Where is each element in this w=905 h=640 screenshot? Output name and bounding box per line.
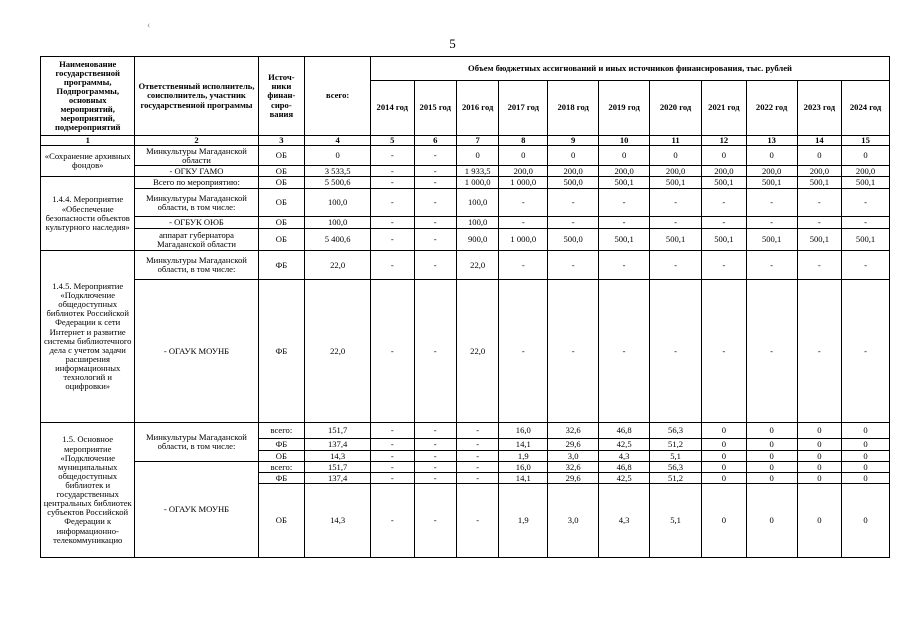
value-cell: 0 bbox=[746, 484, 797, 558]
value-cell: 100,0 bbox=[305, 189, 371, 217]
table-row bbox=[41, 423, 890, 439]
table-row bbox=[41, 166, 890, 177]
value-cell: - bbox=[414, 451, 456, 462]
value-cell: - bbox=[414, 166, 456, 177]
value-cell: - bbox=[371, 423, 415, 439]
value-cell: - bbox=[797, 217, 842, 229]
value-cell: 1 933,5 bbox=[456, 166, 498, 177]
value-cell: 200,0 bbox=[499, 166, 548, 177]
value-cell: 0 bbox=[746, 462, 797, 473]
col-number: 14 bbox=[797, 136, 842, 146]
header-year: 2014 год bbox=[371, 81, 415, 136]
value-cell: - bbox=[746, 189, 797, 217]
value-cell: 100,0 bbox=[305, 217, 371, 229]
header-responsible: Ответственный исполнитель, соисполнитель, участник государственной программы bbox=[135, 57, 258, 136]
value-cell: - bbox=[650, 251, 702, 280]
value-cell: - bbox=[797, 189, 842, 217]
responsible-cell: Минкультуры Магаданской области, в том числе: bbox=[135, 423, 258, 462]
value-cell: 56,3 bbox=[650, 462, 702, 473]
value-cell: - bbox=[499, 280, 548, 423]
value-cell: 0 bbox=[746, 451, 797, 462]
value-cell: 1,9 bbox=[499, 451, 548, 462]
program-cell: 1.5. Основное мероприятие «Подключение муниципальных общедоступных библиотек и государственных центральных библиотек субъектов Российской Федерации к информационно-телекоммуникацио bbox=[41, 423, 135, 558]
value-cell: 0 bbox=[842, 462, 890, 473]
responsible-cell: - ОГКУ ГАМО bbox=[135, 166, 258, 177]
value-cell: 200,0 bbox=[797, 166, 842, 177]
value-cell: - bbox=[371, 280, 415, 423]
source-cell: ОБ bbox=[258, 451, 305, 462]
value-cell: - bbox=[499, 251, 548, 280]
value-cell: 0 bbox=[842, 423, 890, 439]
source-cell: ОБ bbox=[258, 177, 305, 189]
value-cell: 5,1 bbox=[650, 451, 702, 462]
table-row bbox=[41, 217, 890, 229]
source-cell: всего: bbox=[258, 423, 305, 439]
value-cell: - bbox=[371, 177, 415, 189]
value-cell: - bbox=[456, 439, 498, 451]
value-cell: 0 bbox=[797, 451, 842, 462]
col-number: 13 bbox=[746, 136, 797, 146]
table-row bbox=[41, 251, 890, 280]
value-cell: - bbox=[456, 473, 498, 484]
responsible-cell: Минкультуры Магаданской области, в том числе: bbox=[135, 251, 258, 280]
value-cell: - bbox=[414, 280, 456, 423]
value-cell: - bbox=[842, 280, 890, 423]
budget-table bbox=[40, 56, 890, 558]
value-cell: - bbox=[371, 166, 415, 177]
value-cell: - bbox=[746, 251, 797, 280]
value-cell: 200,0 bbox=[702, 166, 747, 177]
header-program: Наименование государственной программы, Подпрограммы, основных мероприятий, мероприятий, подмероприятий bbox=[41, 57, 135, 136]
value-cell: 200,0 bbox=[746, 166, 797, 177]
table-row bbox=[41, 189, 890, 217]
value-cell: 151,7 bbox=[305, 423, 371, 439]
col-number: 4 bbox=[305, 136, 371, 146]
value-cell: 3,0 bbox=[548, 484, 599, 558]
value-cell: 29,6 bbox=[548, 473, 599, 484]
header-year: 2020 год bbox=[650, 81, 702, 136]
value-cell: 500,1 bbox=[650, 177, 702, 189]
col-number: 11 bbox=[650, 136, 702, 146]
value-cell: 22,0 bbox=[456, 280, 498, 423]
value-cell: 4,3 bbox=[599, 484, 650, 558]
value-cell: - bbox=[548, 217, 599, 229]
col-number: 6 bbox=[414, 136, 456, 146]
col-number: 5 bbox=[371, 136, 415, 146]
value-cell: - bbox=[371, 189, 415, 217]
value-cell: 5 400,6 bbox=[305, 229, 371, 251]
value-cell: - bbox=[414, 423, 456, 439]
value-cell: 0 bbox=[702, 473, 747, 484]
value-cell: 14,3 bbox=[305, 451, 371, 462]
value-cell: - bbox=[746, 217, 797, 229]
responsible-cell: - ОГБУК ОЮБ bbox=[135, 217, 258, 229]
value-cell: 0 bbox=[797, 146, 842, 166]
value-cell: 1 000,0 bbox=[499, 177, 548, 189]
value-cell: 0 bbox=[499, 146, 548, 166]
value-cell: - bbox=[650, 189, 702, 217]
value-cell: 151,7 bbox=[305, 462, 371, 473]
value-cell: - bbox=[797, 251, 842, 280]
value-cell: - bbox=[371, 251, 415, 280]
header-year: 2017 год bbox=[499, 81, 548, 136]
value-cell: - bbox=[746, 280, 797, 423]
value-cell: 16,0 bbox=[499, 462, 548, 473]
value-cell: - bbox=[371, 439, 415, 451]
col-number: 15 bbox=[842, 136, 890, 146]
value-cell: 42,5 bbox=[599, 473, 650, 484]
source-cell: ФБ bbox=[258, 280, 305, 423]
value-cell: 200,0 bbox=[599, 166, 650, 177]
value-cell: - bbox=[414, 439, 456, 451]
value-cell: 0 bbox=[599, 146, 650, 166]
value-cell: - bbox=[499, 217, 548, 229]
value-cell: 29,6 bbox=[548, 439, 599, 451]
value-cell: 14,1 bbox=[499, 439, 548, 451]
value-cell: 500,0 bbox=[548, 229, 599, 251]
source-cell: ОБ bbox=[258, 166, 305, 177]
value-cell: 22,0 bbox=[456, 251, 498, 280]
value-cell: 46,8 bbox=[599, 423, 650, 439]
value-cell: 0 bbox=[456, 146, 498, 166]
source-cell: ОБ bbox=[258, 217, 305, 229]
value-cell: - bbox=[650, 217, 702, 229]
table-row bbox=[41, 177, 890, 189]
value-cell: - bbox=[371, 146, 415, 166]
value-cell: - bbox=[702, 189, 747, 217]
value-cell: 500,1 bbox=[746, 229, 797, 251]
value-cell: - bbox=[650, 280, 702, 423]
value-cell: - bbox=[842, 217, 890, 229]
responsible-cell: Минкультуры Магаданской области, в том числе: bbox=[135, 189, 258, 217]
value-cell: 100,0 bbox=[456, 217, 498, 229]
col-number: 3 bbox=[258, 136, 305, 146]
value-cell: - bbox=[456, 462, 498, 473]
scan-mark: ‹ bbox=[147, 20, 151, 31]
program-cell: «Сохранение архивных фондов» bbox=[41, 146, 135, 177]
value-cell: 0 bbox=[548, 146, 599, 166]
value-cell: - bbox=[499, 189, 548, 217]
value-cell: - bbox=[414, 177, 456, 189]
col-number: 9 bbox=[548, 136, 599, 146]
value-cell: 100,0 bbox=[456, 189, 498, 217]
source-cell: ФБ bbox=[258, 439, 305, 451]
value-cell: 137,4 bbox=[305, 473, 371, 484]
value-cell: 0 bbox=[797, 423, 842, 439]
value-cell: 0 bbox=[702, 451, 747, 462]
page-number: 5 bbox=[449, 36, 456, 51]
value-cell: 500,1 bbox=[650, 229, 702, 251]
value-cell: - bbox=[599, 280, 650, 423]
value-cell: 900,0 bbox=[456, 229, 498, 251]
value-cell: 22,0 bbox=[305, 280, 371, 423]
value-cell: 42,5 bbox=[599, 439, 650, 451]
table-row bbox=[41, 280, 890, 423]
value-cell: 200,0 bbox=[842, 166, 890, 177]
value-cell: - bbox=[371, 484, 415, 558]
value-cell: 0 bbox=[702, 484, 747, 558]
value-cell: 0 bbox=[842, 146, 890, 166]
program-cell: 1.4.4. Мероприятие «Обеспечение безопасности объектов культурного наследия» bbox=[41, 177, 135, 251]
value-cell: - bbox=[599, 251, 650, 280]
value-cell: 1 000,0 bbox=[499, 229, 548, 251]
col-number: 1 bbox=[41, 136, 135, 146]
value-cell: 1,9 bbox=[499, 484, 548, 558]
value-cell: - bbox=[599, 217, 650, 229]
table-row bbox=[41, 462, 890, 473]
header-volume: Объем бюджетных ассигнований и иных источников финансирования, тыс. рублей bbox=[371, 57, 890, 81]
responsible-cell: - ОГАУК МОУНБ bbox=[135, 280, 258, 423]
col-number: 12 bbox=[702, 136, 747, 146]
col-number: 8 bbox=[499, 136, 548, 146]
header-total: всего: bbox=[305, 57, 371, 136]
value-cell: - bbox=[371, 217, 415, 229]
value-cell: 137,4 bbox=[305, 439, 371, 451]
value-cell: - bbox=[548, 251, 599, 280]
source-cell: ФБ bbox=[258, 473, 305, 484]
value-cell: 0 bbox=[797, 473, 842, 484]
value-cell: 500,0 bbox=[548, 177, 599, 189]
value-cell: - bbox=[414, 217, 456, 229]
value-cell: 0 bbox=[702, 462, 747, 473]
header-year: 2021 год bbox=[702, 81, 747, 136]
value-cell: 22,0 bbox=[305, 251, 371, 280]
table-row bbox=[41, 146, 890, 166]
value-cell: - bbox=[842, 251, 890, 280]
value-cell: 51,2 bbox=[650, 473, 702, 484]
value-cell: - bbox=[842, 189, 890, 217]
value-cell: 1 000,0 bbox=[456, 177, 498, 189]
value-cell: 500,1 bbox=[702, 177, 747, 189]
responsible-cell: - ОГАУК МОУНБ bbox=[135, 462, 258, 558]
value-cell: - bbox=[414, 484, 456, 558]
value-cell: 14,1 bbox=[499, 473, 548, 484]
header-year: 2018 год bbox=[548, 81, 599, 136]
value-cell: 0 bbox=[702, 439, 747, 451]
value-cell: 32,6 bbox=[548, 423, 599, 439]
value-cell: 3,0 bbox=[548, 451, 599, 462]
value-cell: 0 bbox=[746, 423, 797, 439]
responsible-cell: Всего по мероприятию: bbox=[135, 177, 258, 189]
source-cell: ОБ bbox=[258, 146, 305, 166]
program-cell: 1.4.5. Мероприятие «Подключение общедоступных библиотек Российской Федерации к сети Интернет и развитие системы библиотечного дела с учетом задачи расширения информационных технологий и оцифровки» bbox=[41, 251, 135, 423]
value-cell: - bbox=[797, 280, 842, 423]
value-cell: - bbox=[414, 251, 456, 280]
table-row bbox=[41, 229, 890, 251]
header-year: 2022 год bbox=[746, 81, 797, 136]
header-source: Источ-ники финан-сиро-вания bbox=[258, 57, 305, 136]
source-cell: ОБ bbox=[258, 189, 305, 217]
col-number: 7 bbox=[456, 136, 498, 146]
value-cell: 200,0 bbox=[548, 166, 599, 177]
value-cell: 0 bbox=[746, 473, 797, 484]
value-cell: 0 bbox=[797, 439, 842, 451]
value-cell: 14,3 bbox=[305, 484, 371, 558]
value-cell: 500,1 bbox=[797, 229, 842, 251]
value-cell: 5,1 bbox=[650, 484, 702, 558]
value-cell: - bbox=[599, 189, 650, 217]
value-cell: 0 bbox=[842, 439, 890, 451]
header-year: 2023 год bbox=[797, 81, 842, 136]
value-cell: 0 bbox=[842, 473, 890, 484]
value-cell: 32,6 bbox=[548, 462, 599, 473]
value-cell: 0 bbox=[746, 439, 797, 451]
source-cell: ОБ bbox=[258, 229, 305, 251]
value-cell: - bbox=[548, 280, 599, 423]
responsible-cell: Минкультуры Магаданской области bbox=[135, 146, 258, 166]
value-cell: - bbox=[414, 189, 456, 217]
value-cell: 16,0 bbox=[499, 423, 548, 439]
value-cell: - bbox=[414, 473, 456, 484]
header-year: 2016 год bbox=[456, 81, 498, 136]
value-cell: 0 bbox=[842, 484, 890, 558]
source-cell: всего: bbox=[258, 462, 305, 473]
value-cell: 500,1 bbox=[797, 177, 842, 189]
value-cell: - bbox=[456, 484, 498, 558]
value-cell: 500,1 bbox=[599, 229, 650, 251]
value-cell: 56,3 bbox=[650, 423, 702, 439]
value-cell: - bbox=[702, 217, 747, 229]
value-cell: 500,1 bbox=[842, 177, 890, 189]
value-cell: 0 bbox=[842, 451, 890, 462]
header-year: 2015 год bbox=[414, 81, 456, 136]
value-cell: - bbox=[414, 462, 456, 473]
value-cell: - bbox=[414, 229, 456, 251]
responsible-cell: аппарат губернатора Магаданской области bbox=[135, 229, 258, 251]
value-cell: 0 bbox=[746, 146, 797, 166]
col-number: 10 bbox=[599, 136, 650, 146]
value-cell: 0 bbox=[650, 146, 702, 166]
value-cell: - bbox=[414, 146, 456, 166]
value-cell: 0 bbox=[797, 484, 842, 558]
value-cell: 5 500,6 bbox=[305, 177, 371, 189]
value-cell: 4,3 bbox=[599, 451, 650, 462]
value-cell: 0 bbox=[305, 146, 371, 166]
value-cell: 3 533,5 bbox=[305, 166, 371, 177]
value-cell: - bbox=[456, 451, 498, 462]
value-cell: - bbox=[548, 189, 599, 217]
value-cell: 0 bbox=[797, 462, 842, 473]
value-cell: 46,8 bbox=[599, 462, 650, 473]
value-cell: 200,0 bbox=[650, 166, 702, 177]
value-cell: - bbox=[702, 280, 747, 423]
value-cell: 0 bbox=[702, 146, 747, 166]
value-cell: - bbox=[371, 229, 415, 251]
value-cell: - bbox=[456, 423, 498, 439]
value-cell: 500,1 bbox=[842, 229, 890, 251]
value-cell: - bbox=[371, 473, 415, 484]
value-cell: - bbox=[371, 462, 415, 473]
value-cell: 0 bbox=[702, 423, 747, 439]
source-cell: ФБ bbox=[258, 251, 305, 280]
col-number: 2 bbox=[135, 136, 258, 146]
value-cell: - bbox=[371, 451, 415, 462]
value-cell: 51,2 bbox=[650, 439, 702, 451]
header-year: 2019 год bbox=[599, 81, 650, 136]
source-cell: ОБ bbox=[258, 484, 305, 558]
value-cell: 500,1 bbox=[702, 229, 747, 251]
value-cell: 500,1 bbox=[746, 177, 797, 189]
value-cell: 500,1 bbox=[599, 177, 650, 189]
value-cell: - bbox=[702, 251, 747, 280]
header-year: 2024 год bbox=[842, 81, 890, 136]
